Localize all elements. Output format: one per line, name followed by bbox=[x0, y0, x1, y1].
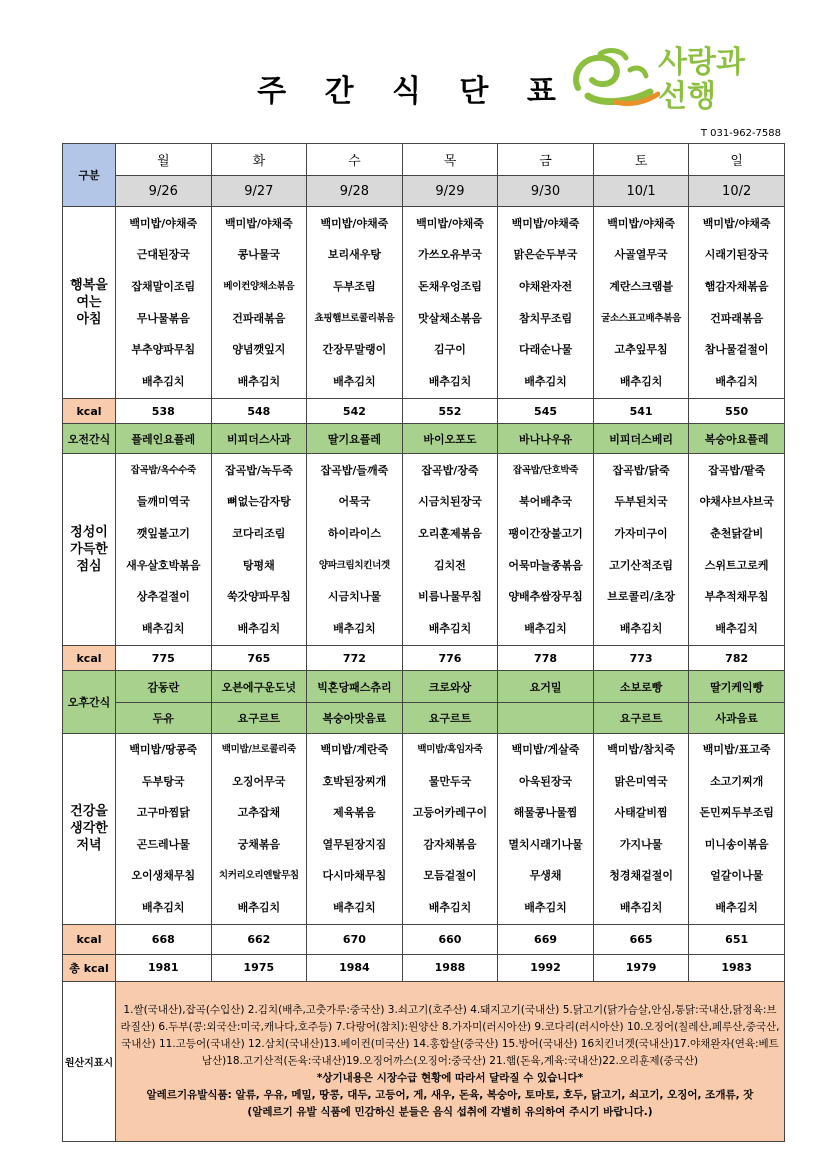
lunch-day-0 bbox=[116, 454, 212, 646]
menu-item: 잡곡밥/옥수수죽 bbox=[130, 464, 196, 476]
weekly-menu-table bbox=[62, 143, 785, 1142]
morning-snack-label: 오전간식 bbox=[63, 424, 116, 454]
lunch-day-5 bbox=[593, 454, 689, 646]
menu-item: 들깨미역국 bbox=[136, 495, 190, 509]
menu-item: 돈민찌두부조림 bbox=[699, 806, 774, 820]
menu-item: 베이컨양채소볶음 bbox=[223, 280, 295, 292]
lunch-label: 정성이 가득한 점심 bbox=[63, 454, 116, 646]
lunch-kcal: 772 bbox=[307, 646, 403, 671]
menu-item: 부추적채무침 bbox=[704, 590, 769, 604]
menu-item: 참나물겉절이 bbox=[704, 343, 769, 357]
afternoon-snack-item: 크로와상 bbox=[402, 671, 498, 703]
dinner-day-1 bbox=[211, 734, 307, 925]
menu-item: 시래기된장국 bbox=[704, 248, 769, 262]
kcal-label: kcal bbox=[63, 924, 116, 954]
total-kcal: 1979 bbox=[593, 954, 689, 981]
menu-item: 고추잎무침 bbox=[614, 343, 668, 357]
menu-item: 어묵마늘종볶음 bbox=[508, 558, 583, 572]
menu-item: 스위트고로케 bbox=[704, 558, 769, 572]
afternoon-snack-item: 오븐에구운도넛 bbox=[211, 671, 307, 703]
date-header: 9/29 bbox=[402, 176, 498, 207]
menu-item: 배추김치 bbox=[619, 374, 663, 388]
menu-item: 고등어카레구이 bbox=[412, 806, 488, 820]
menu-item: 청경채겉절이 bbox=[609, 869, 673, 883]
menu-item: 백미밥/야채죽 bbox=[702, 216, 771, 230]
menu-item: 가쓰오유부국 bbox=[418, 248, 482, 262]
date-header: 9/27 bbox=[211, 176, 307, 207]
dinner-day-4 bbox=[498, 734, 594, 925]
day-header: 목 bbox=[402, 144, 498, 176]
menu-item: 어묵국 bbox=[338, 495, 371, 509]
menu-item: 잡곡밥/팥죽 bbox=[708, 463, 766, 477]
menu-item: 배추김치 bbox=[715, 621, 758, 635]
breakfast-kcal: 541 bbox=[593, 399, 689, 424]
menu-item: 맑은미역국 bbox=[614, 774, 668, 788]
dinner-kcal: 670 bbox=[307, 924, 403, 954]
breakfast-kcal: 552 bbox=[402, 399, 498, 424]
header-label: 구분 bbox=[63, 144, 116, 207]
date-header: 9/30 bbox=[498, 176, 594, 207]
menu-item: 배추김치 bbox=[237, 374, 281, 388]
total-kcal: 1981 bbox=[116, 954, 212, 981]
page-title: 주 간 식 단 표 bbox=[257, 74, 570, 109]
menu-item: 양배추쌈장무침 bbox=[508, 590, 583, 604]
menu-item: 곤드레나물 bbox=[136, 837, 190, 851]
menu-item: 얼갈이나물 bbox=[710, 869, 764, 883]
menu-item: 사골열무국 bbox=[614, 248, 668, 262]
menu-item: 무나물볶음 bbox=[136, 311, 190, 325]
menu-item: 비름나물무침 bbox=[418, 590, 482, 604]
menu-item: 굴소스표고배추볶음 bbox=[601, 312, 682, 324]
menu-item: 백미밥/야채죽 bbox=[511, 216, 580, 230]
breakfast-day-5 bbox=[593, 207, 689, 399]
afternoon-snack-item: 요거밀 bbox=[498, 671, 594, 703]
afternoon-drink-item: 사과음료 bbox=[689, 703, 785, 734]
dinner-day-0 bbox=[116, 734, 212, 925]
menu-item: 백미밥/브로콜리죽 bbox=[221, 744, 296, 755]
menu-item: 건파래볶음 bbox=[232, 311, 286, 325]
menu-item: 오징어무국 bbox=[232, 774, 286, 788]
menu-item: 다래순나물 bbox=[518, 343, 573, 357]
menu-item: 쵸핑햄브로콜리볶음 bbox=[314, 312, 395, 324]
menu-item: 팽이간장불고기 bbox=[508, 526, 583, 540]
day-header: 금 bbox=[498, 144, 594, 176]
afternoon-drink-item bbox=[498, 703, 594, 734]
total-kcal: 1975 bbox=[211, 954, 307, 981]
afternoon-drink-item: 요구르트 bbox=[593, 703, 689, 734]
menu-item: 호박된장찌개 bbox=[322, 774, 387, 788]
menu-item: 고추잡채 bbox=[237, 806, 281, 820]
day-header: 토 bbox=[593, 144, 689, 176]
dinner-label: 건강을 생각한 저녁 bbox=[63, 734, 116, 925]
dinner-kcal: 668 bbox=[116, 924, 212, 954]
lunch-day-2 bbox=[307, 454, 403, 646]
menu-item: 야채완자전 bbox=[518, 279, 573, 293]
menu-item: 제육볶음 bbox=[333, 806, 376, 820]
menu-item: 백미밥/표고죽 bbox=[702, 743, 771, 756]
breakfast-day-0 bbox=[116, 207, 212, 399]
menu-item: 잡곡밥/녹두죽 bbox=[224, 463, 293, 477]
menu-item: 깻잎불고기 bbox=[136, 526, 190, 540]
dinner-kcal: 651 bbox=[689, 924, 785, 954]
menu-item: 양파크림치킨너겟 bbox=[318, 559, 390, 571]
morning-snack-item: 바이오포도 bbox=[402, 424, 498, 454]
day-header: 수 bbox=[307, 144, 403, 176]
menu-item: 소고기찌개 bbox=[710, 774, 764, 788]
menu-item: 햄감자채볶음 bbox=[704, 279, 769, 293]
menu-item: 잡곡밥/들깨죽 bbox=[320, 463, 389, 477]
phone-number: T 031-962-7588 bbox=[700, 128, 781, 139]
menu-item: 맛살채소볶음 bbox=[418, 311, 482, 325]
menu-item: 백미밥/흑임자죽 bbox=[417, 744, 483, 755]
menu-item: 배추김치 bbox=[715, 374, 758, 388]
morning-snack-item: 딸기요플레 bbox=[307, 424, 403, 454]
menu-item: 백미밥/야채죽 bbox=[129, 216, 198, 230]
menu-item: 배추김치 bbox=[428, 374, 472, 388]
logo-text-line1: 사랑과 bbox=[658, 45, 745, 80]
origin-notice: *상기내용은 시장수급 현황에 따라서 달라질 수 있습니다* bbox=[316, 1071, 584, 1084]
menu-item: 배추김치 bbox=[428, 621, 472, 635]
menu-item: 아욱된장국 bbox=[518, 774, 573, 788]
menu-item: 근대된장국 bbox=[136, 248, 190, 262]
morning-snack-item: 복숭아요플레 bbox=[689, 424, 785, 454]
date-header: 9/28 bbox=[307, 176, 403, 207]
menu-item: 감자채볶음 bbox=[423, 837, 477, 851]
morning-snack-item: 바나나우유 bbox=[498, 424, 594, 454]
breakfast-kcal: 550 bbox=[689, 399, 785, 424]
menu-item: 건파래볶음 bbox=[710, 311, 764, 325]
menu-item: 백미밥/계란죽 bbox=[320, 743, 389, 756]
lunch-day-3 bbox=[402, 454, 498, 646]
total-kcal: 1984 bbox=[307, 954, 403, 981]
day-header: 월 bbox=[116, 144, 212, 176]
breakfast-label: 행복을 여는 아침 bbox=[63, 207, 116, 399]
menu-item: 오리훈제볶음 bbox=[418, 526, 482, 540]
breakfast-day-3 bbox=[402, 207, 498, 399]
menu-item: 양념깻잎지 bbox=[232, 343, 286, 357]
dinner-day-6 bbox=[689, 734, 785, 925]
menu-item: 시금치나물 bbox=[327, 590, 381, 604]
afternoon-snack-item: 감동란 bbox=[116, 671, 212, 703]
lunch-day-4 bbox=[498, 454, 594, 646]
menu-item: 두부조림 bbox=[333, 279, 376, 293]
menu-item: 물만두국 bbox=[428, 774, 472, 788]
menu-item: 모듬겉절이 bbox=[423, 869, 477, 883]
menu-item: 배추김치 bbox=[333, 374, 376, 388]
morning-snack-item: 비피더스사과 bbox=[211, 424, 307, 454]
afternoon-drink-item: 요구르트 bbox=[211, 703, 307, 734]
menu-item: 잡곡밥/단호박죽 bbox=[512, 464, 579, 476]
menu-item: 배추김치 bbox=[524, 900, 567, 914]
date-header: 10/1 bbox=[593, 176, 689, 207]
menu-item: 다시마채무침 bbox=[322, 869, 387, 883]
menu-item: 참치무조림 bbox=[518, 311, 573, 325]
total-kcal: 1988 bbox=[402, 954, 498, 981]
total-kcal: 1992 bbox=[498, 954, 594, 981]
menu-item: 배추김치 bbox=[237, 621, 281, 635]
afternoon-snack-item: 소보로빵 bbox=[593, 671, 689, 703]
menu-item: 백미밥/게살죽 bbox=[511, 743, 580, 756]
dinner-day-2 bbox=[307, 734, 403, 925]
menu-item: 가지나물 bbox=[619, 837, 663, 851]
afternoon-snack-item: 빅혼당패스츄리 bbox=[307, 671, 403, 703]
logo-hand-icon bbox=[570, 46, 660, 116]
lunch-kcal: 776 bbox=[402, 646, 498, 671]
menu-item: 가자미구이 bbox=[614, 526, 668, 540]
dinner-kcal: 665 bbox=[593, 924, 689, 954]
menu-item: 백미밥/야채죽 bbox=[416, 216, 484, 230]
menu-item: 김치전 bbox=[434, 558, 466, 572]
kcal-label: kcal bbox=[63, 646, 116, 671]
menu-item: 백미밥/참치죽 bbox=[607, 743, 675, 756]
afternoon-drink-item: 요구르트 bbox=[402, 703, 498, 734]
breakfast-kcal: 548 bbox=[211, 399, 307, 424]
menu-item: 하이라이스 bbox=[327, 526, 381, 540]
breakfast-kcal: 538 bbox=[116, 399, 212, 424]
menu-item: 미니송이볶음 bbox=[704, 837, 769, 851]
dinner-kcal: 669 bbox=[498, 924, 594, 954]
menu-item: 쑥갓양파무침 bbox=[226, 590, 291, 604]
origin-info bbox=[116, 981, 785, 1141]
menu-item: 콩나물국 bbox=[237, 248, 281, 262]
afternoon-snack-item: 딸기케익빵 bbox=[689, 671, 785, 703]
menu-item: 백미밥/야채죽 bbox=[224, 216, 293, 230]
menu-item: 시금치된장국 bbox=[418, 495, 482, 509]
menu-item: 두부탕국 bbox=[142, 774, 185, 788]
menu-item: 김구이 bbox=[434, 343, 466, 357]
lunch-day-1 bbox=[211, 454, 307, 646]
menu-item: 배추김치 bbox=[428, 900, 472, 914]
date-header: 9/26 bbox=[116, 176, 212, 207]
menu-item: 고구마찜닭 bbox=[136, 806, 190, 820]
menu-item: 부추양파무침 bbox=[131, 343, 196, 357]
menu-item: 보리새우탕 bbox=[327, 248, 381, 262]
menu-item: 새우살호박볶음 bbox=[126, 558, 201, 572]
menu-item: 해물콩나물찜 bbox=[513, 806, 578, 820]
breakfast-day-1 bbox=[211, 207, 307, 399]
menu-item: 잡채말이조림 bbox=[131, 279, 196, 293]
menu-item: 상추겉절이 bbox=[136, 590, 190, 604]
breakfast-kcal: 545 bbox=[498, 399, 594, 424]
dinner-day-3 bbox=[402, 734, 498, 925]
breakfast-kcal: 542 bbox=[307, 399, 403, 424]
menu-item: 배추김치 bbox=[142, 900, 185, 914]
morning-snack-item: 비피더스베리 bbox=[593, 424, 689, 454]
menu-item: 무생채 bbox=[529, 869, 562, 883]
lunch-kcal: 778 bbox=[498, 646, 594, 671]
logo-text-line2: 선행 bbox=[658, 79, 716, 114]
menu-item: 춘천닭갈비 bbox=[710, 526, 764, 540]
menu-item: 야채샤브샤브국 bbox=[699, 495, 774, 509]
menu-item: 코다리조림 bbox=[232, 526, 286, 540]
menu-item: 두부된치국 bbox=[614, 495, 668, 509]
menu-item: 백미밥/야채죽 bbox=[320, 216, 389, 230]
total-kcal: 1983 bbox=[689, 954, 785, 981]
dinner-kcal: 662 bbox=[211, 924, 307, 954]
breakfast-day-6 bbox=[689, 207, 785, 399]
menu-item: 잡곡밥/장죽 bbox=[421, 463, 479, 477]
menu-item: 간장무말랭이 bbox=[322, 343, 387, 357]
menu-item: 배추김치 bbox=[142, 374, 185, 388]
breakfast-day-4 bbox=[498, 207, 594, 399]
morning-snack-item: 플레인요플레 bbox=[116, 424, 212, 454]
menu-item: 탕평채 bbox=[242, 558, 275, 572]
lunch-kcal: 773 bbox=[593, 646, 689, 671]
menu-item: 사태갈비찜 bbox=[614, 806, 668, 820]
menu-item: 배추김치 bbox=[142, 621, 185, 635]
menu-item: 북어배추국 bbox=[518, 495, 573, 509]
menu-item: 브로콜리/초장 bbox=[607, 590, 675, 604]
menu-item: 배추김치 bbox=[333, 900, 376, 914]
allergy-note: (알레르기 유발 식품에 민감하신 분들은 음식 섭취에 각별히 유의하여 주시기 바랍니다.) bbox=[247, 1105, 653, 1118]
menu-item: 배추김치 bbox=[237, 900, 281, 914]
menu-item: 계란스크램블 bbox=[609, 279, 673, 293]
menu-item: 배추김치 bbox=[715, 900, 758, 914]
day-header: 화 bbox=[211, 144, 307, 176]
dinner-kcal: 660 bbox=[402, 924, 498, 954]
logo bbox=[570, 38, 780, 118]
lunch-kcal: 765 bbox=[211, 646, 307, 671]
menu-item: 배추김치 bbox=[524, 621, 567, 635]
lunch-kcal: 782 bbox=[689, 646, 785, 671]
lunch-day-6 bbox=[689, 454, 785, 646]
menu-item: 돈채우엉조림 bbox=[418, 279, 482, 293]
origin-label: 원산지표시 bbox=[63, 981, 116, 1141]
menu-item: 치커리오리엔탈무침 bbox=[218, 870, 299, 882]
kcal-label: kcal bbox=[63, 399, 116, 424]
menu-item: 백미밥/땅콩죽 bbox=[129, 743, 198, 756]
afternoon-drink-item: 복숭아맛음료 bbox=[307, 703, 403, 734]
menu-item: 배추김치 bbox=[524, 374, 567, 388]
menu-item: 배추김치 bbox=[619, 621, 663, 635]
origin-text: 1.쌀(국내산),잡곡(수입산) 2.김치(배추,고춧가루:중국산) 3.쇠고기(호주산) 4.돼지고기(국내산) 5.닭고기(닭가슴살,안심,통닭:국내산,닭정육:브라질산) 6.두부(콩:외국산:미국,캐나다,호주등) 7.다랑어(참치):원양산 8.가자미(러시아산) 9.코다리(러시아산) 10.오징어(칠레산,페루산,중국산,국내산) 11.고등어(국내산) 12.삼치(국내산)13.베이컨(미국산) 14.홍합살(중국산) 15.방어(국내산) 16치킨너겟(국내산)17.야채완자(연육:베트남산)18.고기산적(돈육:국내산)19.오징어까스(오징어:중국산) 21.햄(돈육,계육:국내산)22.오리훈제(중국산) bbox=[120, 1003, 780, 1067]
menu-item: 잡곡밥/닭죽 bbox=[612, 463, 670, 477]
afternoon-drink-item: 두유 bbox=[116, 703, 212, 734]
menu-item: 배추김치 bbox=[333, 621, 376, 635]
menu-item: 오이생채무침 bbox=[131, 869, 196, 883]
menu-item: 열무된장지짐 bbox=[322, 837, 387, 851]
afternoon-snack-label: 오후간식 bbox=[63, 671, 116, 734]
breakfast-day-2 bbox=[307, 207, 403, 399]
menu-item: 뼈없는감자탕 bbox=[226, 495, 291, 509]
menu-item: 멸치시래기나물 bbox=[508, 837, 583, 851]
menu-item: 백미밥/야채죽 bbox=[607, 216, 675, 230]
day-header: 일 bbox=[689, 144, 785, 176]
menu-item: 배추김치 bbox=[619, 900, 663, 914]
dinner-day-5 bbox=[593, 734, 689, 925]
lunch-kcal: 775 bbox=[116, 646, 212, 671]
menu-item: 고기산적조림 bbox=[609, 558, 673, 572]
total-kcal-label: 총 kcal bbox=[63, 954, 116, 981]
allergy-list: 알레르기유발식품: 알류, 우유, 메밀, 땅콩, 대두, 고등어, 게, 새우, 돈육, 복숭아, 토마토, 호두, 닭고기, 쇠고기, 오징어, 조개류, 잣 bbox=[146, 1088, 754, 1101]
date-header: 10/2 bbox=[689, 176, 785, 207]
menu-item: 궁채볶음 bbox=[237, 837, 281, 851]
menu-item: 맑은순두부국 bbox=[513, 248, 578, 262]
